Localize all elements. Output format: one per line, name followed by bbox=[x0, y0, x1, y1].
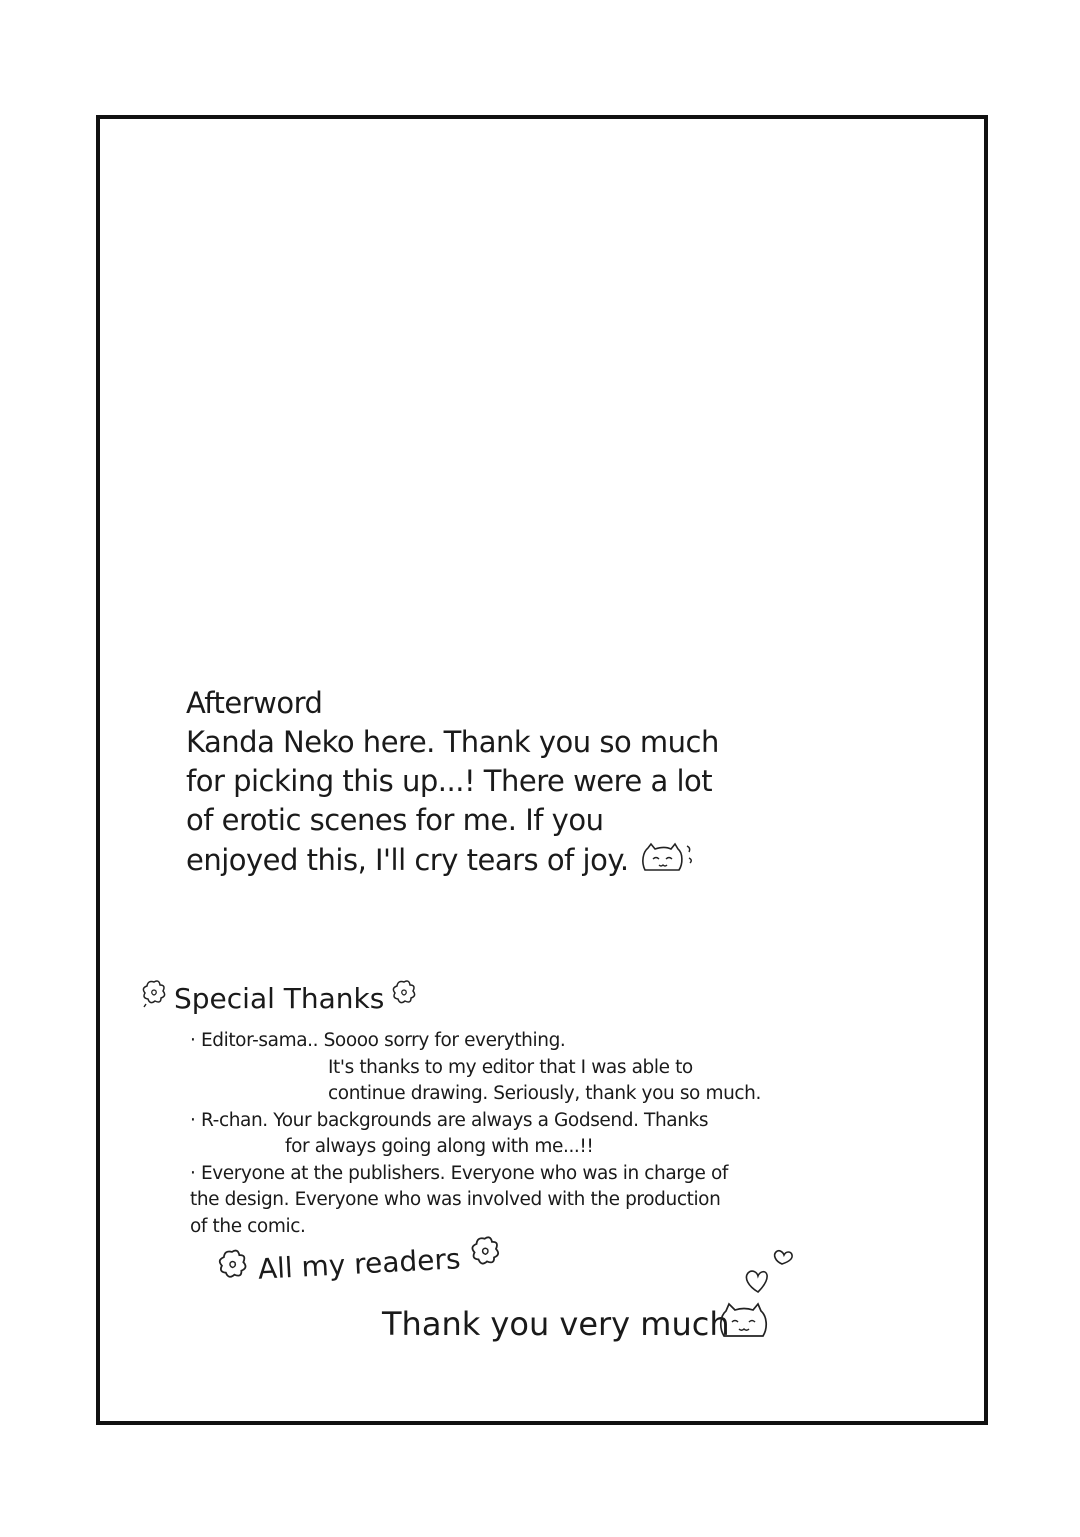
cat-face-icon bbox=[639, 840, 695, 884]
afterword-line: for picking this up...! There were a lot bbox=[186, 764, 713, 798]
afterword-line bbox=[186, 840, 726, 884]
special-thanks-title: Special Thanks bbox=[174, 981, 385, 1015]
flower-icon bbox=[390, 978, 418, 1019]
special-thanks-list bbox=[190, 1028, 770, 1240]
closing-thanks: Thank you very much bbox=[382, 1305, 730, 1343]
afterword-line-text: enjoyed this, I'll cry tears of joy. bbox=[186, 843, 629, 877]
afterword-line: of erotic scenes for me. If you bbox=[186, 803, 604, 837]
afterword-line: Kanda Neko here. Thank you so much bbox=[186, 725, 719, 759]
thanks-item: · Editor-sama.. Soooo sorry for everything. bbox=[190, 1030, 566, 1051]
readers-label: All my readers bbox=[257, 1241, 462, 1286]
afterword-block bbox=[186, 684, 726, 884]
cat-face-icon bbox=[716, 1300, 772, 1344]
thanks-item: of the comic. bbox=[190, 1215, 306, 1237]
thanks-item: It's thanks to my editor that I was able to bbox=[328, 1056, 693, 1078]
thanks-item: · Everyone at the publishers. Everyone who was in charge of bbox=[190, 1162, 729, 1184]
thanks-item: the design. Everyone who was involved with the production bbox=[190, 1189, 721, 1210]
thanks-item: for always going along with me...!! bbox=[285, 1136, 594, 1157]
flower-icon bbox=[140, 978, 168, 1019]
thanks-item: · R-chan. Your backgrounds are always a Godsend. Thanks bbox=[190, 1109, 709, 1131]
special-thanks-heading bbox=[140, 978, 418, 1019]
flower-icon bbox=[215, 1246, 251, 1295]
afterword-title: Afterword bbox=[186, 686, 323, 720]
heart-icon bbox=[738, 1246, 800, 1300]
thanks-item: continue drawing. Seriously, thank you so much. bbox=[328, 1083, 761, 1104]
flower-icon bbox=[467, 1233, 503, 1282]
